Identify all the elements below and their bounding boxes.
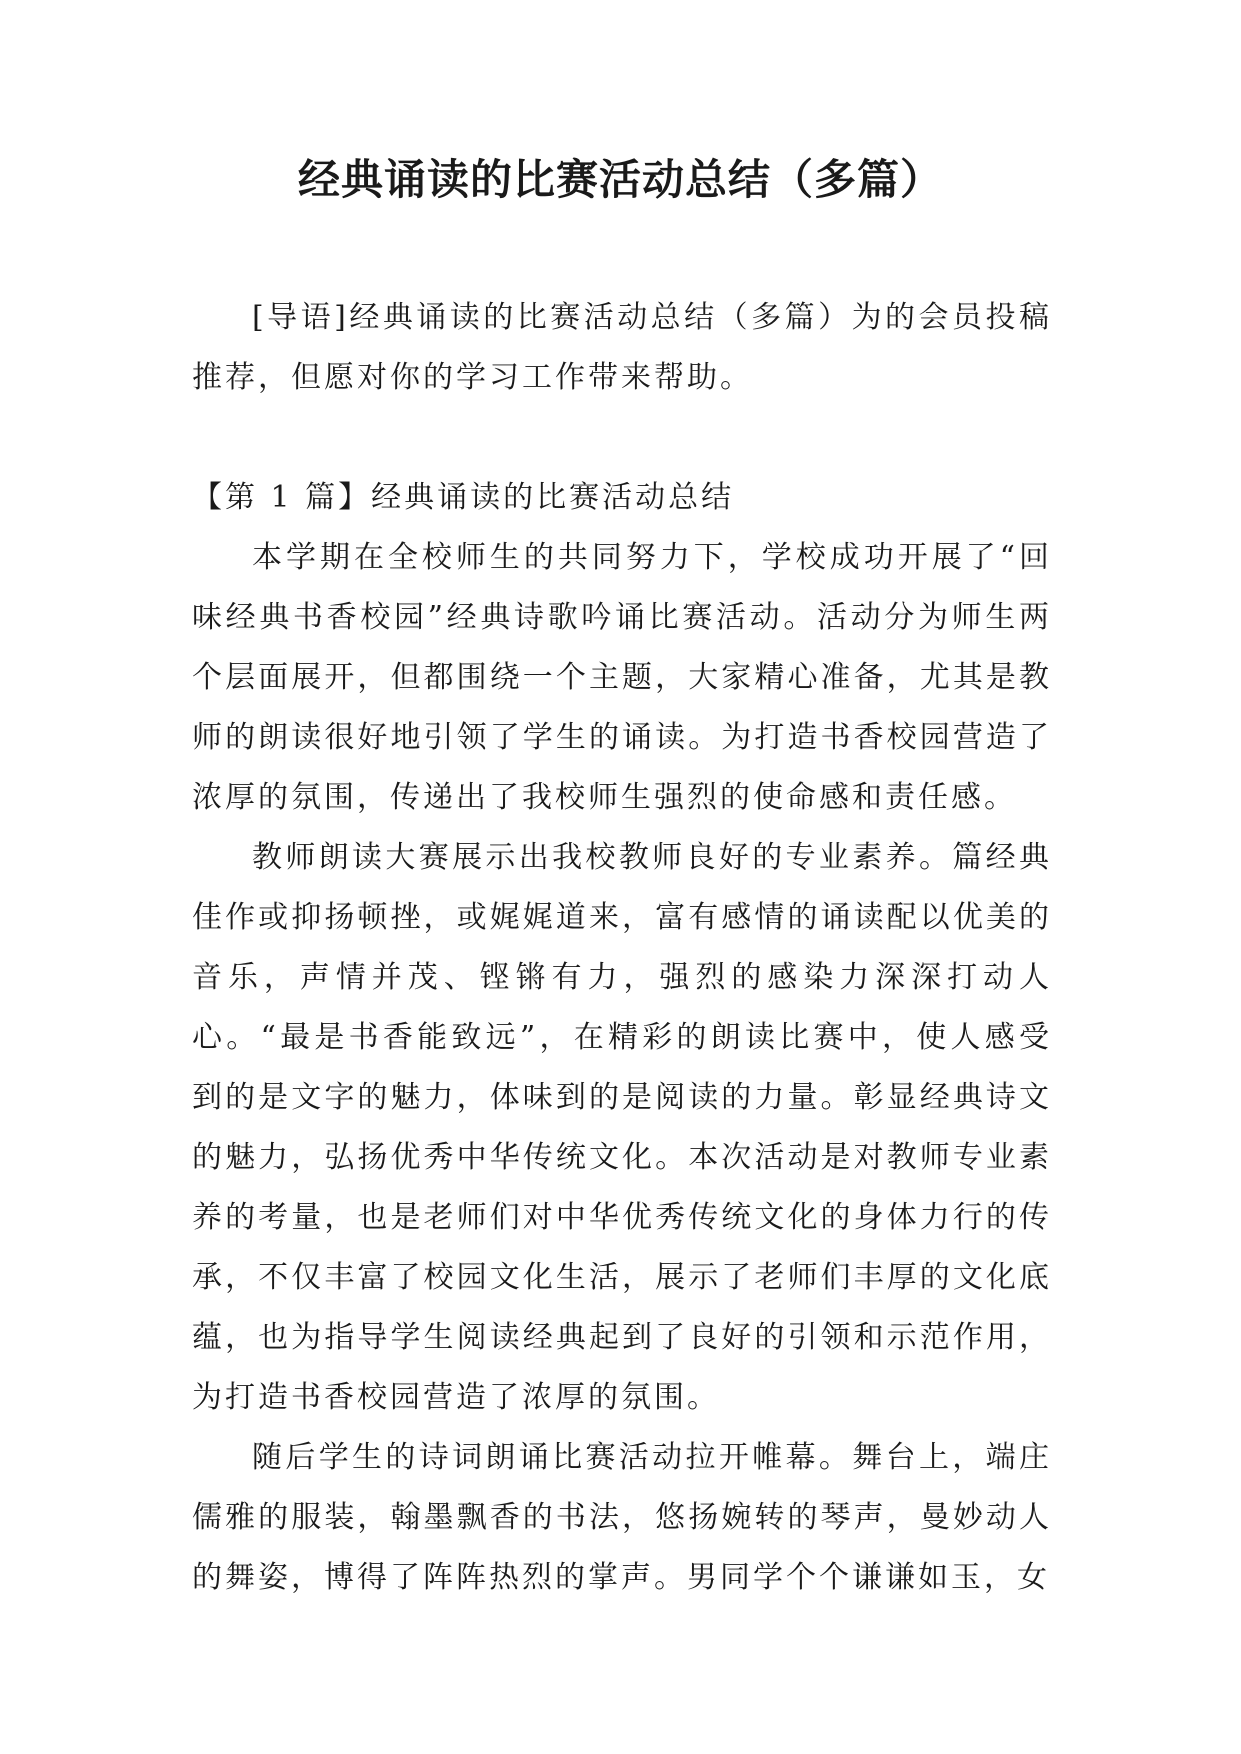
section-heading: 【第 1 篇】经典诵读的比赛活动总结 — [192, 480, 735, 515]
body-paragraph: 随后学生的诗词朗诵比赛活动拉开帷幕。舞台上，端庄儒雅的服装，翰墨飘香的书法，悠扬婉转的琴声，曼妙动人的舞姿，博得了阵阵热烈的掌声。男同学个个谦谦如玉，女 — [192, 1440, 1052, 1595]
document-title: 经典诵读的比赛活动总结（多篇） — [297, 155, 943, 204]
body-paragraph: 本学期在全校师生的共同努力下，学校成功开展了“回味经典书香校园”经典诗歌吟诵比赛活动。活动分为师生两个层面展开，但都围绕一个主题，大家精心准备，尤其是教师的朗读很好地引领了学生的诵读。为打造书香校园营造了浓厚的氛围，传递出了我校师生强烈的使命感和责任感。 — [192, 540, 1052, 815]
body-paragraph: 教师朗读大赛展示出我校教师良好的专业素养。篇经典佳作或抑扬顿挫，或娓娓道来，富有感情的诵读配以优美的音乐，声情并茂、铿锵有力，强烈的感染力深深打动人心。“最是书香能致远”，在精彩的朗读比赛中，使人感受到的是文字的魅力，体味到的是阅读的力量。彰显经典诗文的魅力，弘扬优秀中华传统文化。本次活动是对教师专业素养的考量，也是老师们对中华优秀传统文化的身体力行的传承，不仅丰富了校园文化生活，展示了老师们丰厚的文化底蕴，也为指导学生阅读经典起到了良好的引领和示范作用，为打造书香校园营造了浓厚的氛围。 — [192, 840, 1052, 1415]
intro-paragraph: [导语]经典诵读的比赛活动总结（多篇）为的会员投稿推荐，但愿对你的学习工作带来帮助。 — [192, 300, 1052, 395]
section-1 — [192, 468, 1052, 1608]
document-body — [192, 288, 1052, 1608]
